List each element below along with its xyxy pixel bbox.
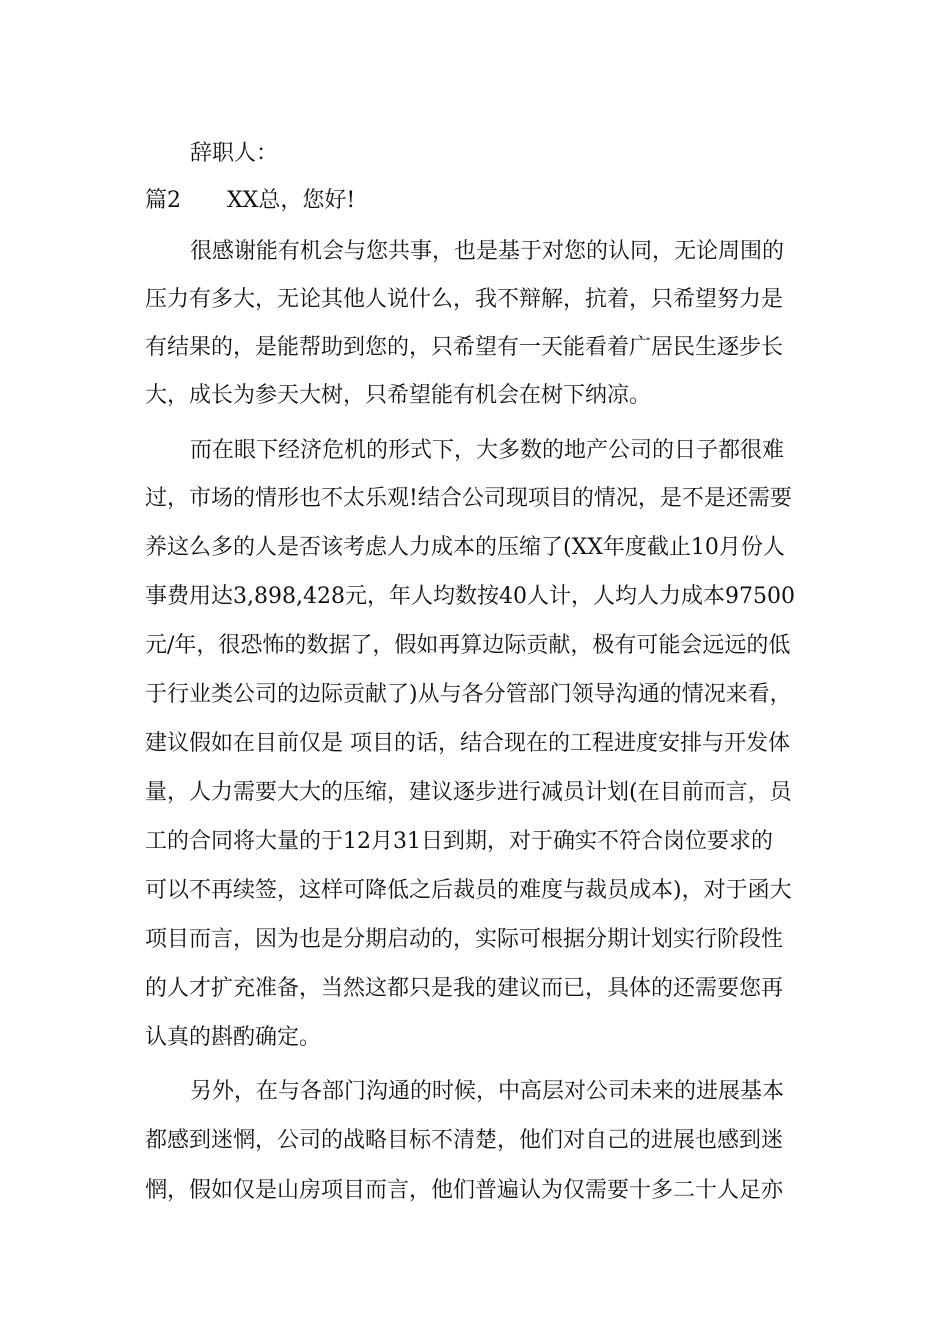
salutation: XX总，您好! — [227, 188, 356, 213]
paragraph-2-line-6: 于行业类公司的边际贡献了)从与各分管部门领导沟通的情况来看， — [145, 682, 792, 707]
paragraph-2-line-1: 而在眼下经济危机的形式下，大多数的地产公司的日子都很难 — [190, 438, 785, 463]
paragraph-2-line-11: 项目而言，因为也是分期启动的，实际可根据分期计划实行阶段性 — [145, 927, 784, 952]
paragraph-1-line-1: 很感谢能有机会与您共事，也是基于对您的认同，无论周围的 — [190, 239, 785, 264]
paragraph-2-line-13: 认真的斟酌确定。 — [145, 1025, 322, 1050]
paragraph-2-line-5: 元/年，很恐怖的数据了，假如再算边际贡献，极有可能会远远的低 — [145, 633, 791, 658]
paragraph-1-line-3: 有结果的，是能帮助到您的，只希望有一天能看着广居民生逐步长 — [145, 335, 784, 360]
paragraph-1-line-2: 压力有多大，无论其他人说什么，我不辩解，抗着，只希望努力是 — [145, 287, 784, 312]
paragraph-1-line-4: 大，成长为参天大树，只希望能有机会在树下纳凉。 — [145, 383, 652, 408]
paragraph-3-line-1: 另外，在与各部门沟通的时候，中高层对公司未来的进展基本 — [190, 1079, 785, 1104]
paragraph-2-line-4: 事费用达3,898,428元，年人均数按40人计，人均人力成本97500 — [145, 584, 795, 609]
paragraph-2-line-10: 可以不再续签，这样可降低之后裁员的难度与裁员成本)，对于函大 — [145, 878, 792, 903]
salutation-line — [145, 186, 355, 216]
paragraph-2-line-9: 工的合同将大量的于12月31日到期，对于确实不符合岗位要求的 — [145, 829, 773, 854]
paragraph-2-line-2: 过，市场的情形也不太乐观!结合公司现项目的情况，是不是还需要 — [145, 486, 792, 511]
paragraph-2-line-7: 建议假如在目前仅是 项目的话，结合现在的工程进度安排与开发体 — [145, 731, 790, 756]
paragraph-3-line-3: 惘，假如仅是山房项目而言，他们普遍认为仅需要十多二十人足亦 — [145, 1178, 784, 1203]
paragraph-3-line-2: 都感到迷惘，公司的战略目标不清楚，他们对自己的进展也感到迷 — [145, 1128, 784, 1153]
paragraph-2-line-12: 的人才扩充准备，当然这都只是我的建议而已，具体的还需要您再 — [145, 976, 784, 1001]
section-label: 篇2 — [145, 188, 181, 213]
signature-label: 辞职人： — [190, 141, 279, 166]
paragraph-2-line-3: 养这么多的人是否该考虑人力成本的压缩了(XX年度截止10月份人 — [145, 535, 785, 560]
paragraph-2-line-8: 量，人力需要大大的压缩，建议逐步进行减员计划(在目前而言，员 — [145, 780, 792, 805]
